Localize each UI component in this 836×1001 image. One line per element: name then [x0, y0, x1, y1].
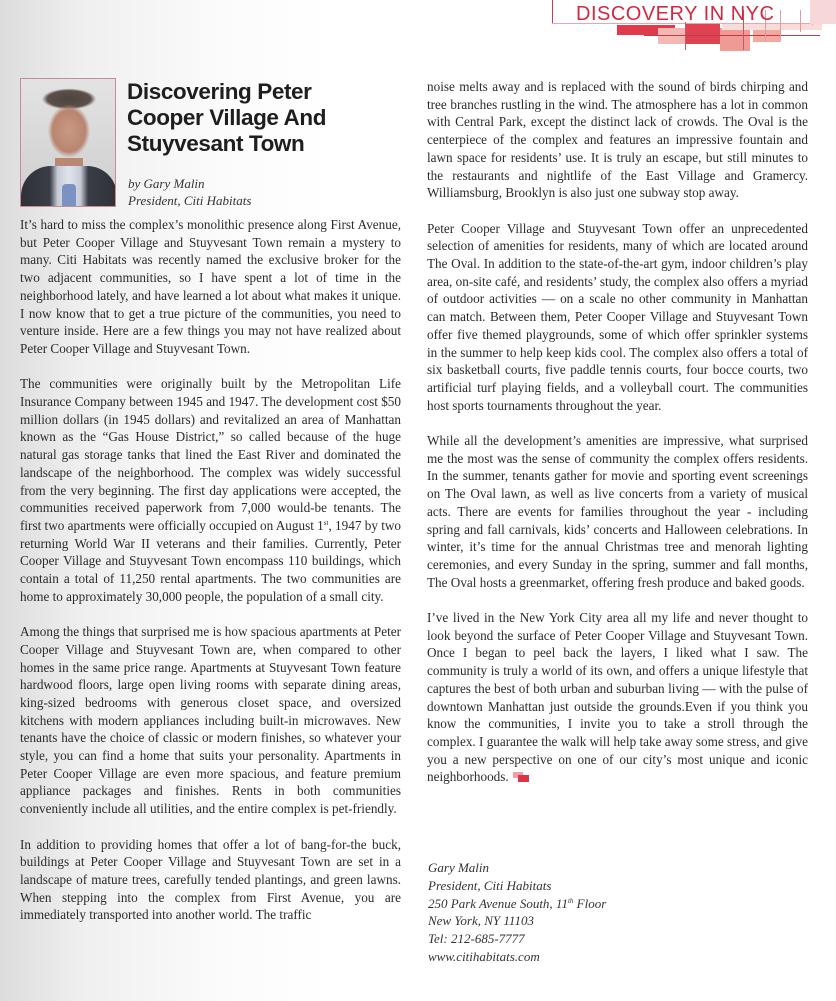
paragraph: In addition to providing homes that offer a lot of bang-for-the buck, buildings at Peter Cooper Village and Stuyvesant Town are set in a landscape of mature trees, carefully tended plantings, and green lawns. When stepping into the complex from First Avenue, you are immediately transported into another world. The traffic: [20, 836, 401, 923]
paragraph: noise melts away and is replaced with the sound of birds chirping and tree branches rustling in the wind. The atmosphere has a lot in common with Central Park, except the distinct lack of crowds. The Oval is the centerpiece of the complex and features an impressive fountain and lawn space for residents’ use. It is truly an escape, but still minutes to the restaurants and nightlife of the East Village and Gramercy. Williamsburg, Brooklyn is also just one subway stop away.: [427, 79, 808, 201]
paragraph: While all the development’s amenities are impressive, what surprised me the most was the sense of community the complex offers residents. In the summer, tenants gather for movie and sporting event screenings on The Oval lawn, as well as live concerts from a variety of musical acts. There are events for families throughout the year - including spring and fall carnivals, kids’ concerts and Halloween celebrations. In winter, it’s time for the annual Christmas tree and menorah lighting ceremonies, and every Sunday in the spring, summer and fall months, The Oval hosts a greenmarket, offering fresh produce and baked goods.: [427, 433, 808, 590]
signature-name: Gary Malin: [428, 860, 490, 875]
ordinal-suffix: th: [567, 896, 574, 905]
frame-line: [644, 35, 820, 36]
byline-author: by Gary Malin: [128, 176, 205, 191]
signature-phone: Tel: 212-685-7777: [428, 931, 525, 947]
end-of-article-icon: [513, 772, 529, 782]
ordinal-suffix: st: [323, 518, 329, 527]
section-title: DISCOVERY IN NYC: [576, 3, 775, 25]
byline: [128, 175, 251, 209]
paragraph-text: I’ve lived in the New York City area all my life and never thought to look beyond the surface of Peter Cooper Village and Stuyvesant Town. Once I began to peel back the layers, I liked what I saw. The community is truly a world of its own, and offers a unique lifestyle that captures the best of both urban and suburban living — with the pulse of downtown Manhattan just outside the grounds.Even if you think you know the communities, I invite you to take a stroll through the complex. I guarantee the walk will help take away some stress, and give you a new perspective on one of our city’s most unique and iconic neighborhoods.: [427, 610, 808, 785]
frame-line: [800, 10, 801, 32]
paragraph: Peter Cooper Village and Stuyvesant Town offer an unprecedented selection of amenities for residents, many of which are located around The Oval. In addition to the state-of-the-art gym, indoor children’s play area, on-site café, and residents’ study, the complex also offers a myriad of outdoor activities — on a scale no other community in Manhattan can match. Between them, Peter Cooper Village and Stuyvesant Town offer five themed playgrounds, some of which offer sprinkler systems in the summer to help keep kids cool. The complex also offers a total of six basketball courts, five paddle tennis courts, four bocce courts, two artificial turf playing fields, and a volleyball court. The communities host sports tournaments throughout the year.: [427, 220, 808, 413]
article-title: [127, 79, 387, 157]
decor-block: [685, 24, 720, 44]
byline-role: President, Citi Habitats: [128, 193, 252, 208]
frame-line: [780, 10, 781, 40]
signature-address: [428, 895, 606, 913]
paragraph-text: The communities were originally built by the Metropolitan Life Insurance Company between 1945 and 1947. The development cost $50 million dollars (in 1945 dollars) and revitalized an area of Manhattan known as the “Gas House District,” so called because of the huge natural gas storage tanks that lined the East River and dominated the landscape of the neighborhood. The complex was widely successful from the very beginning. The first day applications were accepted, the communities received paperwork from 7,000 would-be tenants. The first two apartments were officially occupied on August 1: [20, 376, 401, 533]
author-portrait: [20, 78, 116, 207]
paragraph-text: , 1947 by two returning World War II veterans and their families. Currently, Peter Cooper Village and Stuyvesant Town encompass 110 buildings, which contain a total of 11,250 rental apartments. The two communities are home to approximately 30,000 people, the population of a small city.: [20, 517, 402, 604]
title-line: Stuyvesant Town: [127, 131, 305, 156]
article-column-right: [427, 78, 808, 786]
title-line: Cooper Village And: [127, 105, 327, 130]
signature-block: [428, 859, 606, 966]
frame-line: [685, 22, 686, 50]
signature-city: New York, NY 11103: [428, 913, 534, 929]
address-text: Floor: [573, 895, 607, 911]
title-line: Discovering Peter: [127, 79, 312, 104]
decor-block: [810, 0, 836, 24]
paragraph: [20, 375, 401, 605]
article-column-left: [20, 216, 401, 924]
signature-title: President, Citi Habitats: [428, 877, 552, 893]
decor-block: [720, 28, 750, 51]
paragraph: It’s hard to miss the complex’s monolithic presence along First Avenue, but Peter Cooper Village and Stuyvesant Town remain a mystery to many. Citi Habitats was recently named the exclusive broker for the two adjacent communities, so I have spent a lot of time in the neighborhood lately, and have learned a lot about what makes it unique. I now know that to get a true picture of the communities, you need to venture inside. Here are a few things you may not have realized about Peter Cooper Village and Stuyvesant Town.: [20, 217, 401, 356]
paragraph: [427, 609, 808, 786]
paragraph: Among the things that surprised me is how spacious apartments at Peter Cooper Village and Stuyvesant Town are, when compared to other homes in the same price range. Apartments at Stuyvesant Town feature hardwood floors, large open living rooms with separate dining areas, king-sized bedrooms with generous closet space, and oversized kitchens with modern appliances including built-in microwaves. New tenants have the choice of classic or modern finishes, so whatever your style, you can find a home that suits your personality. Apartments in Peter Cooper Village are even more spacious, and feature premium appliance packages and finishes. Rents in both communities conveniently include all utilities, and the entire complex is pet-friendly.: [20, 624, 401, 817]
portrait-tie: [62, 184, 76, 206]
signature-website[interactable]: www.citihabitats.com: [428, 948, 540, 964]
frame-line: [552, 0, 553, 24]
address-text: 250 Park Avenue South, 11: [428, 895, 568, 911]
